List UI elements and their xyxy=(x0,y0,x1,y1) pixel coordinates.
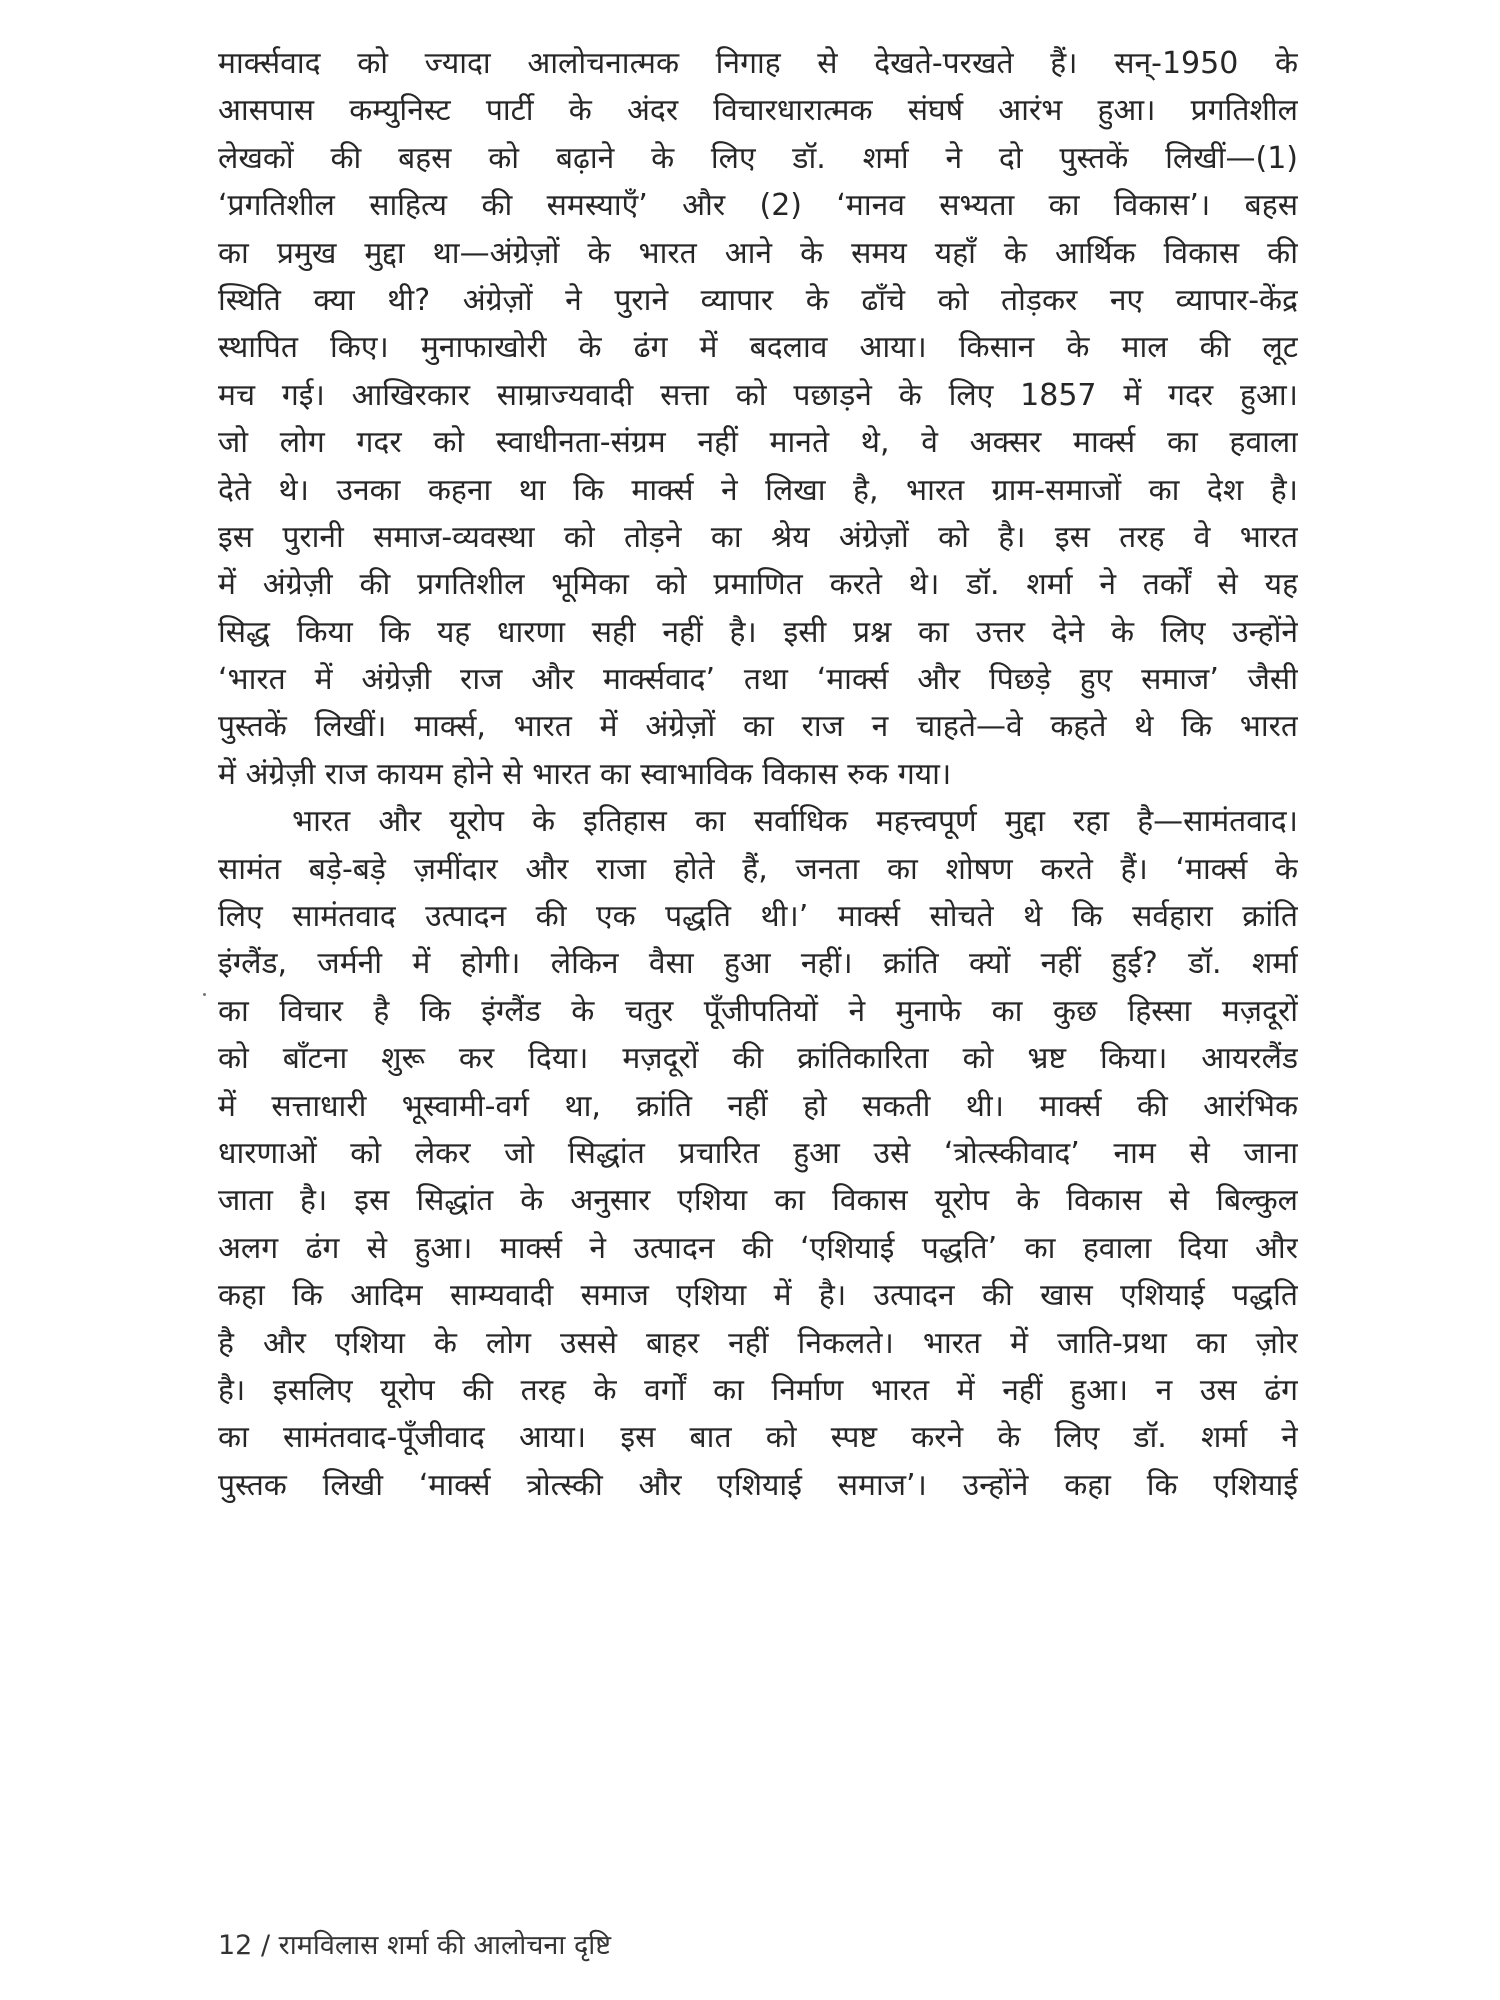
text-line: सिद्ध किया कि यह धारणा सही नहीं है। इसी प्रश्न का उत्तर देने के लिए उन्होंने xyxy=(218,614,1298,650)
ink-speck xyxy=(203,993,206,996)
text-line: ‘भारत में अंग्रेज़ी राज और मार्क्सवाद’ तथा ‘मार्क्स और पिछड़े हुए समाज’ जैसी xyxy=(218,662,1298,698)
text-line: मच गई। आखिरकार साम्राज्यवादी सत्ता को पछाड़ने के लिए 1857 में गदर हुआ। xyxy=(218,377,1298,413)
text-line: अलग ढंग से हुआ। मार्क्स ने उत्पादन की ‘एशियाई पद्धति’ का हवाला दिया और xyxy=(218,1230,1298,1266)
text-line: मार्क्सवाद को ज्यादा आलोचनात्मक निगाह से देखते-परखते हैं। सन्-1950 के xyxy=(218,46,1298,81)
text-line: में सत्ताधारी भूस्वामी-वर्ग था, क्रांति नहीं हो सकती थी। मार्क्स की आरंभिक xyxy=(218,1088,1298,1124)
text-line: है और एशिया के लोग उससे बाहर नहीं निकलते। भारत में जाति-प्रथा का ज़ोर xyxy=(218,1325,1298,1361)
text-line: देते थे। उनका कहना था कि मार्क्स ने लिखा है, भारत ग्राम-समाजों का देश है। xyxy=(218,472,1298,508)
text-line: स्थापित किए। मुनाफाखोरी के ढंग में बदलाव आया। किसान के माल की लूट xyxy=(218,330,1298,366)
text-line: में अंग्रेज़ी की प्रगतिशील भूमिका को प्रमाणित करते थे। डॉ. शर्मा ने तर्कों से यह xyxy=(218,567,1298,603)
text-line: पुस्तकें लिखीं। मार्क्स, भारत में अंग्रेज़ों का राज न चाहते—वे कहते थे कि भारत xyxy=(218,709,1298,745)
text-line: लिए सामंतवाद उत्पादन की एक पद्धति थी।’ मार्क्स सोचते थे कि सर्वहारा क्रांति xyxy=(218,899,1298,935)
text-line: इंग्लैंड, जर्मनी में होगी। लेकिन वैसा हुआ नहीं। क्रांति क्यों नहीं हुई? डॉ. शर्मा xyxy=(218,946,1298,982)
text-line: लेखकों की बहस को बढ़ाने के लिए डॉ. शर्मा ने दो पुस्तकें लिखीं—(1) xyxy=(218,140,1298,176)
paragraph-2 xyxy=(218,798,1298,1509)
text-line: का विचार है कि इंग्लैंड के चतुर पूँजीपतियों ने मुनाफे का कुछ हिस्सा मज़दूरों xyxy=(218,993,1298,1029)
text-line: है। इसलिए यूरोप की तरह के वर्गों का निर्माण भारत में नहीं हुआ। न उस ढंग xyxy=(218,1372,1298,1408)
text-line: धारणाओं को लेकर जो सिद्धांत प्रचारित हुआ उसे ‘त्रोत्स्कीवाद’ नाम से जाना xyxy=(218,1135,1298,1171)
text-line: आसपास कम्युनिस्ट पार्टी के अंदर विचारधारात्मक संघर्ष आरंभ हुआ। प्रगतिशील xyxy=(218,93,1298,129)
text-line: का प्रमुख मुद्दा था—अंग्रेज़ों के भारत आने के समय यहाँ के आर्थिक विकास की xyxy=(218,235,1298,271)
text-line: को बाँटना शुरू कर दिया। मज़दूरों की क्रांतिकारिता को भ्रष्ट किया। आयरलैंड xyxy=(218,1041,1298,1077)
text-line: ‘प्रगतिशील साहित्य की समस्याएँ’ और (2) ‘मानव सभ्यता का विकास’। बहस xyxy=(218,188,1298,224)
text-line: में अंग्रेज़ी राज कायम होने से भारत का स्वाभाविक विकास रुक गया। xyxy=(218,756,952,792)
text-line: जो लोग गदर को स्वाधीनता-संग्रम नहीं मानते थे, वे अक्सर मार्क्स का हवाला xyxy=(218,425,1298,461)
page-number: 12 xyxy=(218,1930,253,1961)
text-line: का सामंतवाद-पूँजीवाद आया। इस बात को स्पष्ट करने के लिए डॉ. शर्मा ने xyxy=(218,1420,1298,1456)
page-footer xyxy=(218,1928,611,1964)
text-line: पुस्तक लिखी ‘मार्क्स त्रोत्स्की और एशियाई समाज’। उन्होंने कहा कि एशियाई xyxy=(218,1467,1298,1503)
text-line: कहा कि आदिम साम्यवादी समाज एशिया में है। उत्पादन की खास एशियाई पद्धति xyxy=(218,1278,1298,1314)
text-line: सामंत बड़े-बड़े ज़मींदार और राजा होते हैं, जनता का शोषण करते हैं। ‘मार्क्स के xyxy=(218,851,1298,887)
text-line: स्थिति क्या थी? अंग्रेज़ों ने पुराने व्यापार के ढाँचे को तोड़कर नए व्यापार-केंद्र xyxy=(218,282,1298,318)
text-line: जाता है। इस सिद्धांत के अनुसार एशिया का विकास यूरोप के विकास से बिल्कुल xyxy=(218,1183,1298,1219)
text-line: भारत और यूरोप के इतिहास का सर्वाधिक महत्त्वपूर्ण मुद्दा रहा है—सामंतवाद। xyxy=(292,804,1298,840)
footer-separator: / xyxy=(260,1930,271,1961)
body-text xyxy=(218,40,1298,1509)
paragraph-1 xyxy=(218,40,1298,798)
running-title: रामविलास शर्मा की आलोचना दृष्टि xyxy=(278,1930,612,1961)
text-line: इस पुरानी समाज-व्यवस्था को तोड़ने का श्रेय अंग्रेज़ों को है। इस तरह वे भारत xyxy=(218,519,1298,555)
